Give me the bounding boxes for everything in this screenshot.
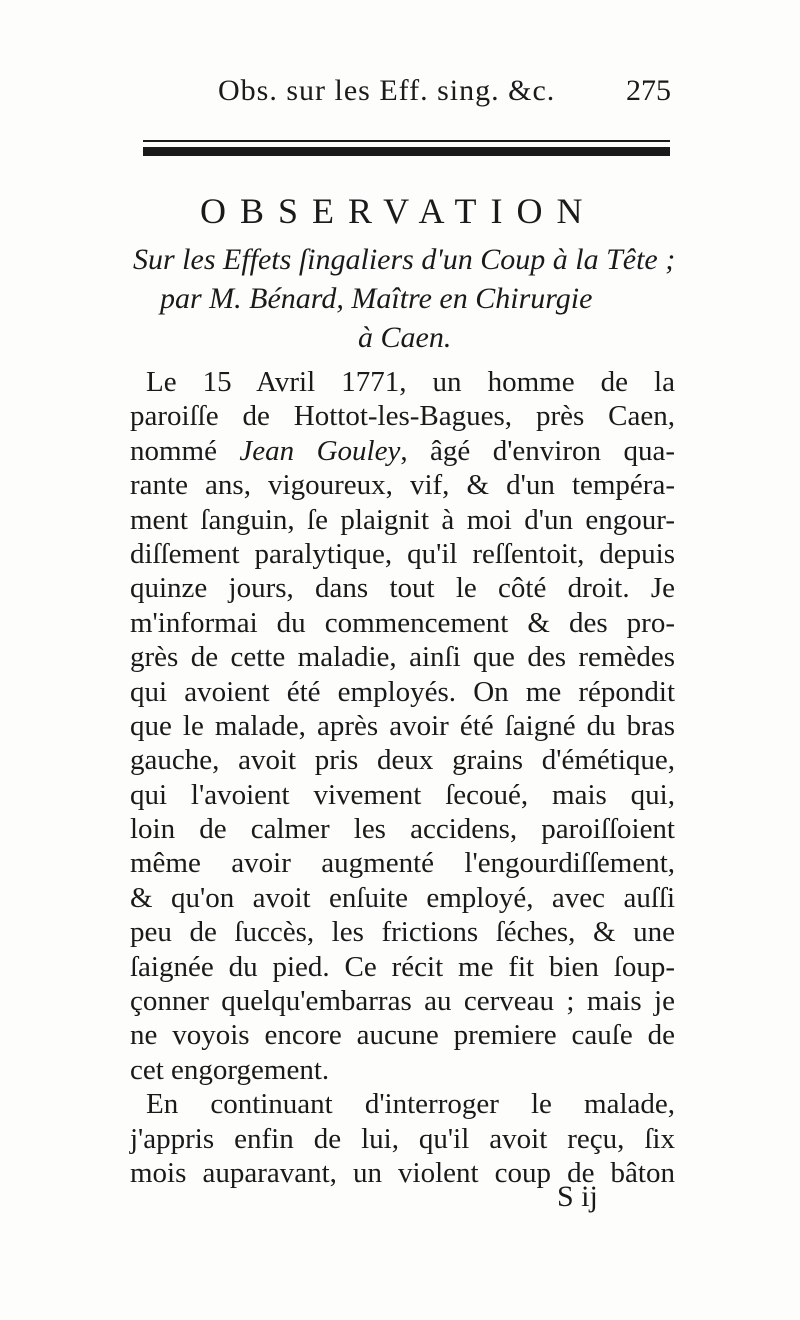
header-rule-thin bbox=[143, 140, 670, 142]
text-line: gauche, avoit pris deux grains d'émétique, bbox=[130, 744, 675, 777]
text-line: grès de cette maladie, ainſi que des remèdes bbox=[130, 641, 675, 674]
subtitle-line-3: à Caen. bbox=[358, 321, 452, 354]
text-line: çonner quelqu'embarras au cerveau ; mais je bbox=[130, 985, 675, 1018]
body-text bbox=[130, 365, 675, 1190]
text-line: j'appris enfin de lui, qu'il avoit reçu, ſix bbox=[130, 1122, 675, 1155]
text-line: rante ans, vigoureux, vif, & d'un tempéra- bbox=[130, 469, 675, 502]
text-line: peu de ſuccès, les frictions ſéches, & une bbox=[130, 916, 675, 949]
text-line: ne voyois encore aucune premiere cauſe de bbox=[130, 1019, 675, 1052]
page-number: 275 bbox=[626, 74, 671, 107]
subtitle-line-1: Sur les Effets ſingaliers d'un Coup à la Tête ; bbox=[133, 243, 676, 276]
text-line: En continuant d'interroger le malade, bbox=[146, 1088, 675, 1121]
subtitle-line-2: par M. Bénard, Maître en Chirurgie bbox=[160, 282, 593, 315]
text-fragment: , âgé d'environ qua- bbox=[400, 434, 675, 467]
text-line: qui l'avoient vivement ſecoué, mais qui, bbox=[130, 778, 675, 811]
text-line: qui avoient été employés. On me répondit bbox=[130, 675, 675, 708]
text-line: m'informai du commencement & des pro- bbox=[130, 606, 675, 639]
text-line: que le malade, après avoir été ſaigné du bras bbox=[130, 709, 675, 742]
running-head: Obs. sur les Eff. sing. &c. bbox=[218, 74, 556, 107]
text-line: quinze jours, dans tout le côté droit. Je bbox=[130, 572, 675, 605]
text-line: Le 15 Avril 1771, un homme de la bbox=[146, 366, 675, 398]
text-line bbox=[130, 434, 675, 468]
text-line: diſſement paralytique, qu'il reſſentoit, depuis bbox=[130, 537, 675, 570]
text-line: & qu'on avoit enſuite employé, avec auſſi bbox=[130, 881, 675, 914]
text-line: même avoir augmenté l'engourdiſſement, bbox=[130, 847, 675, 880]
text-fragment: nommé bbox=[130, 434, 240, 467]
person-name: Jean Gouley bbox=[239, 434, 401, 467]
signature-mark: S ij bbox=[557, 1180, 598, 1213]
text-line: ment ſanguin, ſe plaignit à moi d'un engour- bbox=[130, 503, 675, 536]
text-line: paroiſſe de Hottot-les-Bagues, près Caen, bbox=[130, 400, 675, 433]
text-line: cet engorgement. bbox=[130, 1053, 330, 1086]
text-line: loin de calmer les accidens, paroiſſoient bbox=[130, 813, 675, 846]
text-line: mois auparavant, un violent coup de bâton bbox=[130, 1156, 675, 1189]
text-line: ſaignée du pied. Ce récit me fit bien ſoup- bbox=[130, 950, 675, 983]
header-rule-thick bbox=[143, 147, 670, 156]
section-heading: OBSERVATION bbox=[200, 191, 597, 231]
